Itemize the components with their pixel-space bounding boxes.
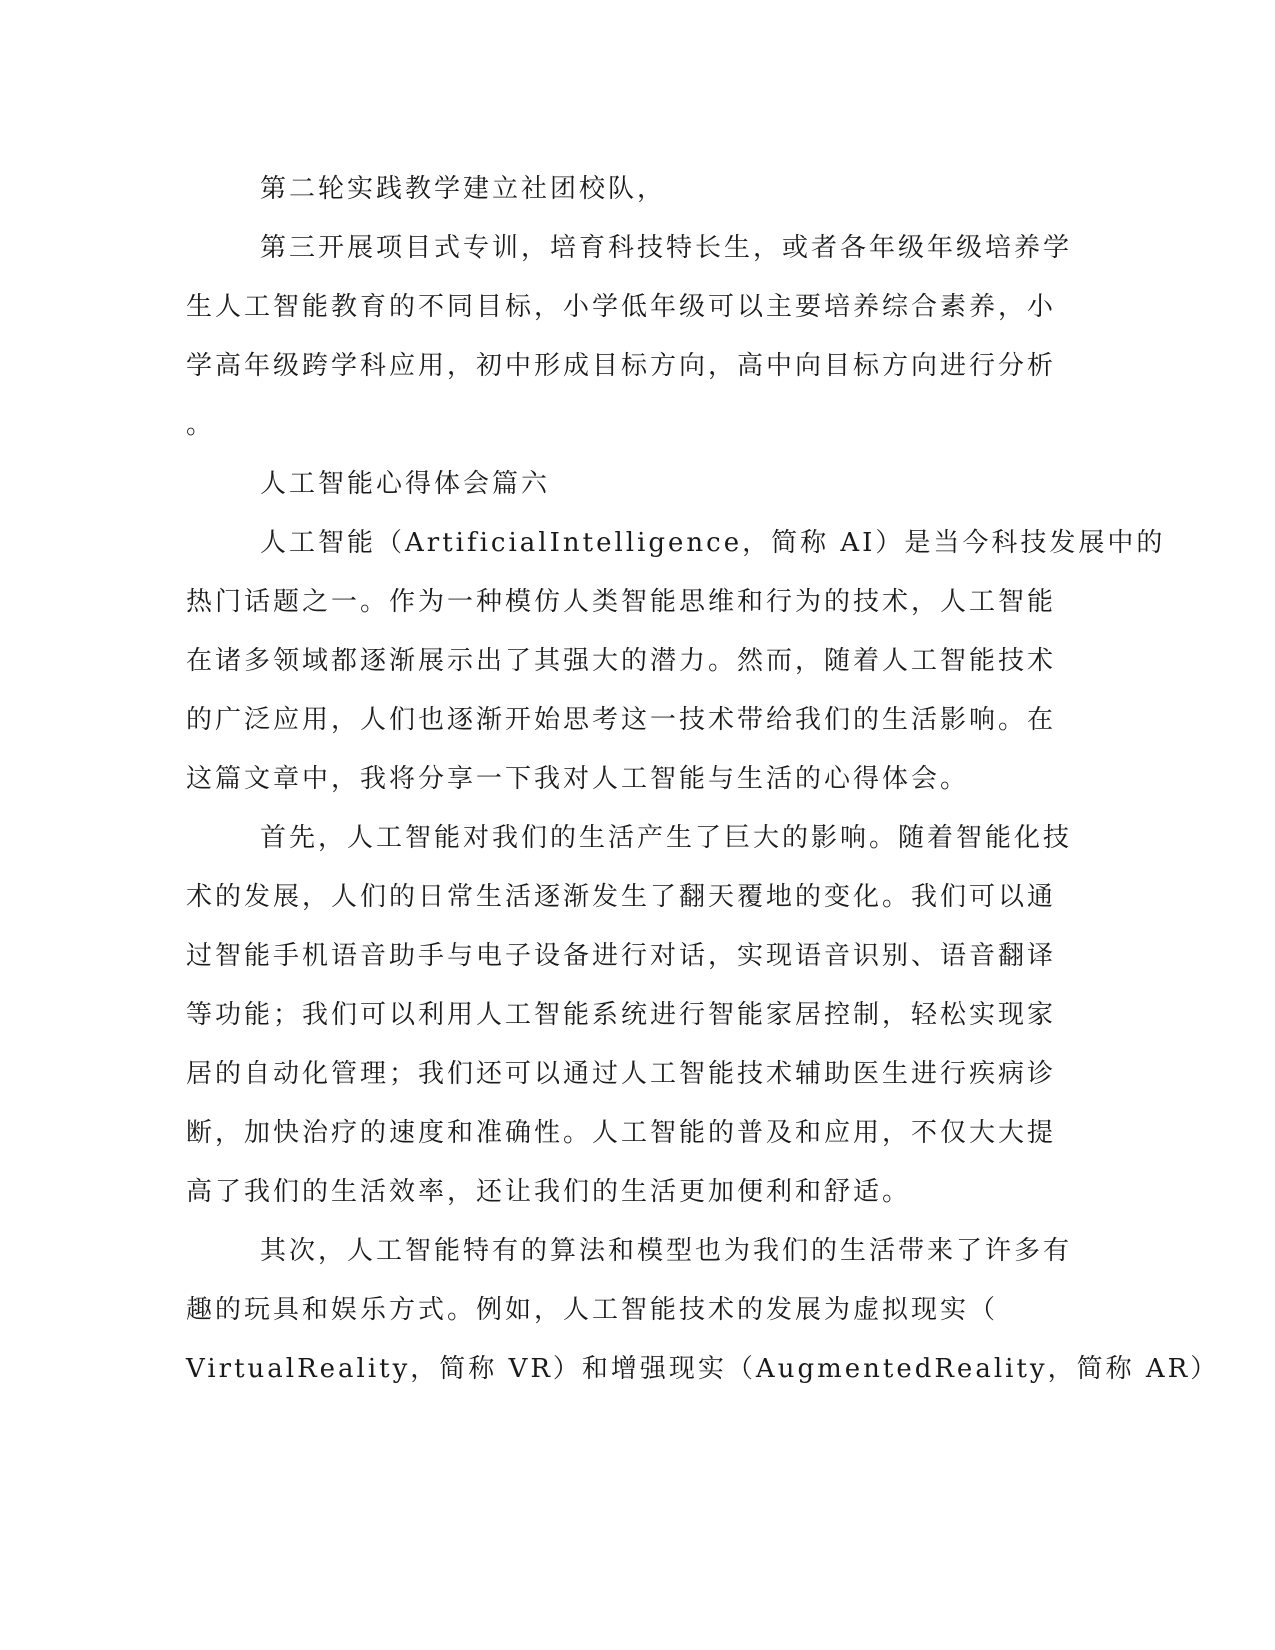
text-line: 高了我们的生活效率，还让我们的生活更加便利和舒适。 <box>186 1177 912 1207</box>
text-line: 这篇文章中，我将分享一下我对人工智能与生活的心得体会。 <box>186 764 970 794</box>
text-line: 热门话题之一。作为一种模仿人类智能思维和行为的技术，人工智能 <box>186 587 1057 617</box>
section-heading: 人工智能心得体会篇六 <box>260 469 551 499</box>
text-line: 首先，人工智能对我们的生活产生了巨大的影响。随着智能化技 <box>260 823 1073 853</box>
text-line: 学高年级跨学科应用，初中形成目标方向，高中向目标方向进行分析 <box>186 351 1057 381</box>
text-line: 人工智能（ArtificialIntelligence，简称 AI）是当今科技发展中的 <box>260 528 1166 558</box>
text-line: 。 <box>186 410 216 440</box>
text-line: 第二轮实践教学建立社团校队， <box>260 174 667 204</box>
text-line: 术的发展，人们的日常生活逐渐发生了翻天覆地的变化。我们可以通 <box>186 882 1057 912</box>
document-body <box>186 160 1220 1399</box>
text-line: 趣的玩具和娱乐方式。例如，人工智能技术的发展为虚拟现实（ <box>186 1295 999 1325</box>
text-line: 在诸多领域都逐渐展示出了其强大的潜力。然而，随着人工智能技术 <box>186 646 1057 676</box>
text-line: 第三开展项目式专训，培育科技特长生，或者各年级年级培养学 <box>260 233 1073 263</box>
text-line: 的广泛应用，人们也逐渐开始思考这一技术带给我们的生活影响。在 <box>186 705 1057 735</box>
text-line: 居的自动化管理；我们还可以通过人工智能技术辅助医生进行疾病诊 <box>186 1059 1057 1089</box>
text-line: VirtualReality，简称 VR）和增强现实（AugmentedReality，简称 AR） <box>186 1354 1220 1384</box>
text-line: 断，加快治疗的速度和准确性。人工智能的普及和应用，不仅大大提 <box>186 1118 1057 1148</box>
text-line: 等功能；我们可以利用人工智能系统进行智能家居控制，轻松实现家 <box>186 1000 1057 1030</box>
text-line: 其次，人工智能特有的算法和模型也为我们的生活带来了许多有 <box>260 1236 1073 1266</box>
text-line: 生人工智能教育的不同目标，小学低年级可以主要培养综合素养，小 <box>186 292 1057 322</box>
text-line: 过智能手机语音助手与电子设备进行对话，实现语音识别、语音翻译 <box>186 941 1057 971</box>
